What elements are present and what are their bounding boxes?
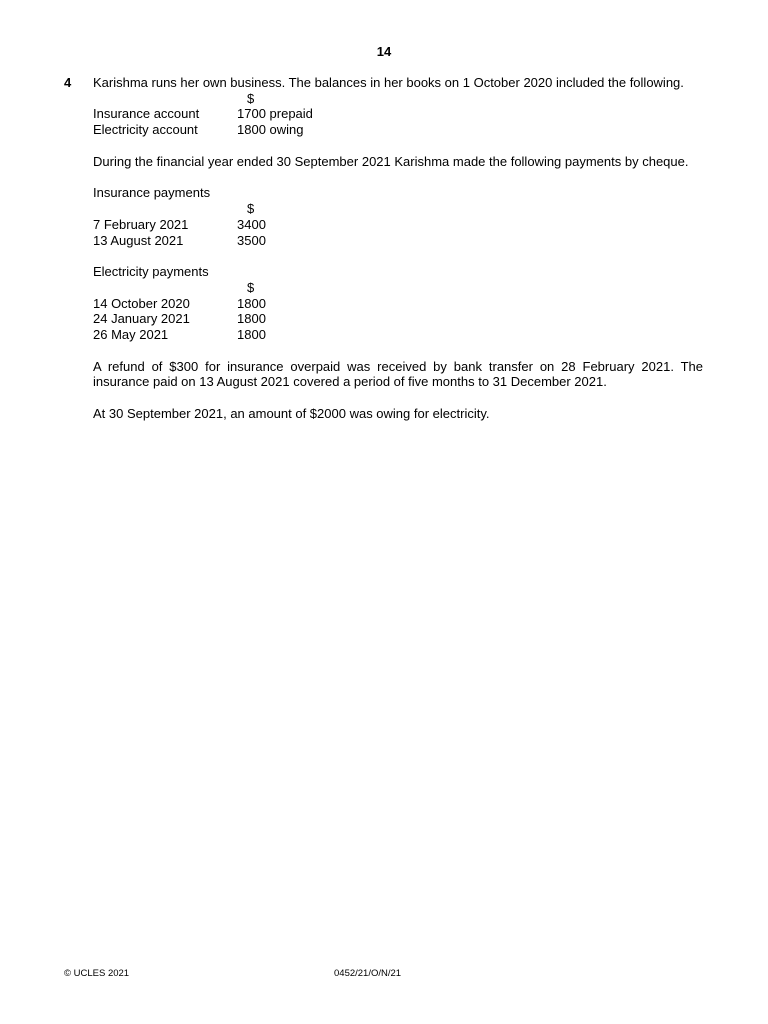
payment-date: 24 January 2021 [93,311,190,327]
balance-row [93,106,703,122]
electricity-payment-row [93,311,703,327]
payment-date: 14 October 2020 [93,295,190,311]
electricity-payment-row [93,296,703,312]
insurance-payment-row [93,217,703,233]
payments-intro-paragraph: During the financial year ended 30 September 2021 Karishma made the following payments by cheque. [93,153,689,169]
payment-date: 7 February 2021 [93,216,189,232]
payment-amount: 1800 [237,295,266,311]
payment-date: 13 August 2021 [93,232,184,248]
payment-date: 26 May 2021 [93,327,169,342]
balance-value: 1700 prepaid [237,106,313,122]
payment-amount: 1800 [237,311,266,327]
currency-header: $ [247,201,255,217]
question-number: 4 [64,75,72,90]
balance-label: Insurance account [93,106,200,122]
insurance-heading: Insurance payments [93,185,211,201]
footer-copyright: © UCLES 2021 [64,968,130,979]
payment-amount: 1800 [237,327,266,342]
insurance-payment-row [93,233,703,249]
balance-row [93,122,703,138]
closing-paragraph: At 30 September 2021, an amount of $2000 was owing for electricity. [93,406,490,422]
currency-header: $ [247,279,255,295]
electricity-payment-row [93,327,703,343]
electricity-heading: Electricity payments [93,264,209,280]
intro-paragraph: Karishma runs her own business. The balances in her books on 1 October 2020 included the following. [93,75,684,90]
footer-paper-code: 0452/21/O/N/21 [334,968,402,979]
currency-header: $ [247,90,255,106]
refund-paragraph: A refund of $300 for insurance overpaid was received by bank transfer on 28 February 2021. The insurance paid on 13 August 2021 covered a period of five months to 31 December 2021. [93,358,703,390]
payment-amount: 3400 [237,216,266,232]
balance-label: Electricity account [93,122,198,138]
question-body [93,75,703,422]
payment-amount: 3500 [237,232,266,248]
page-number: 14 [376,44,392,59]
balance-value: 1800 owing [237,122,304,138]
